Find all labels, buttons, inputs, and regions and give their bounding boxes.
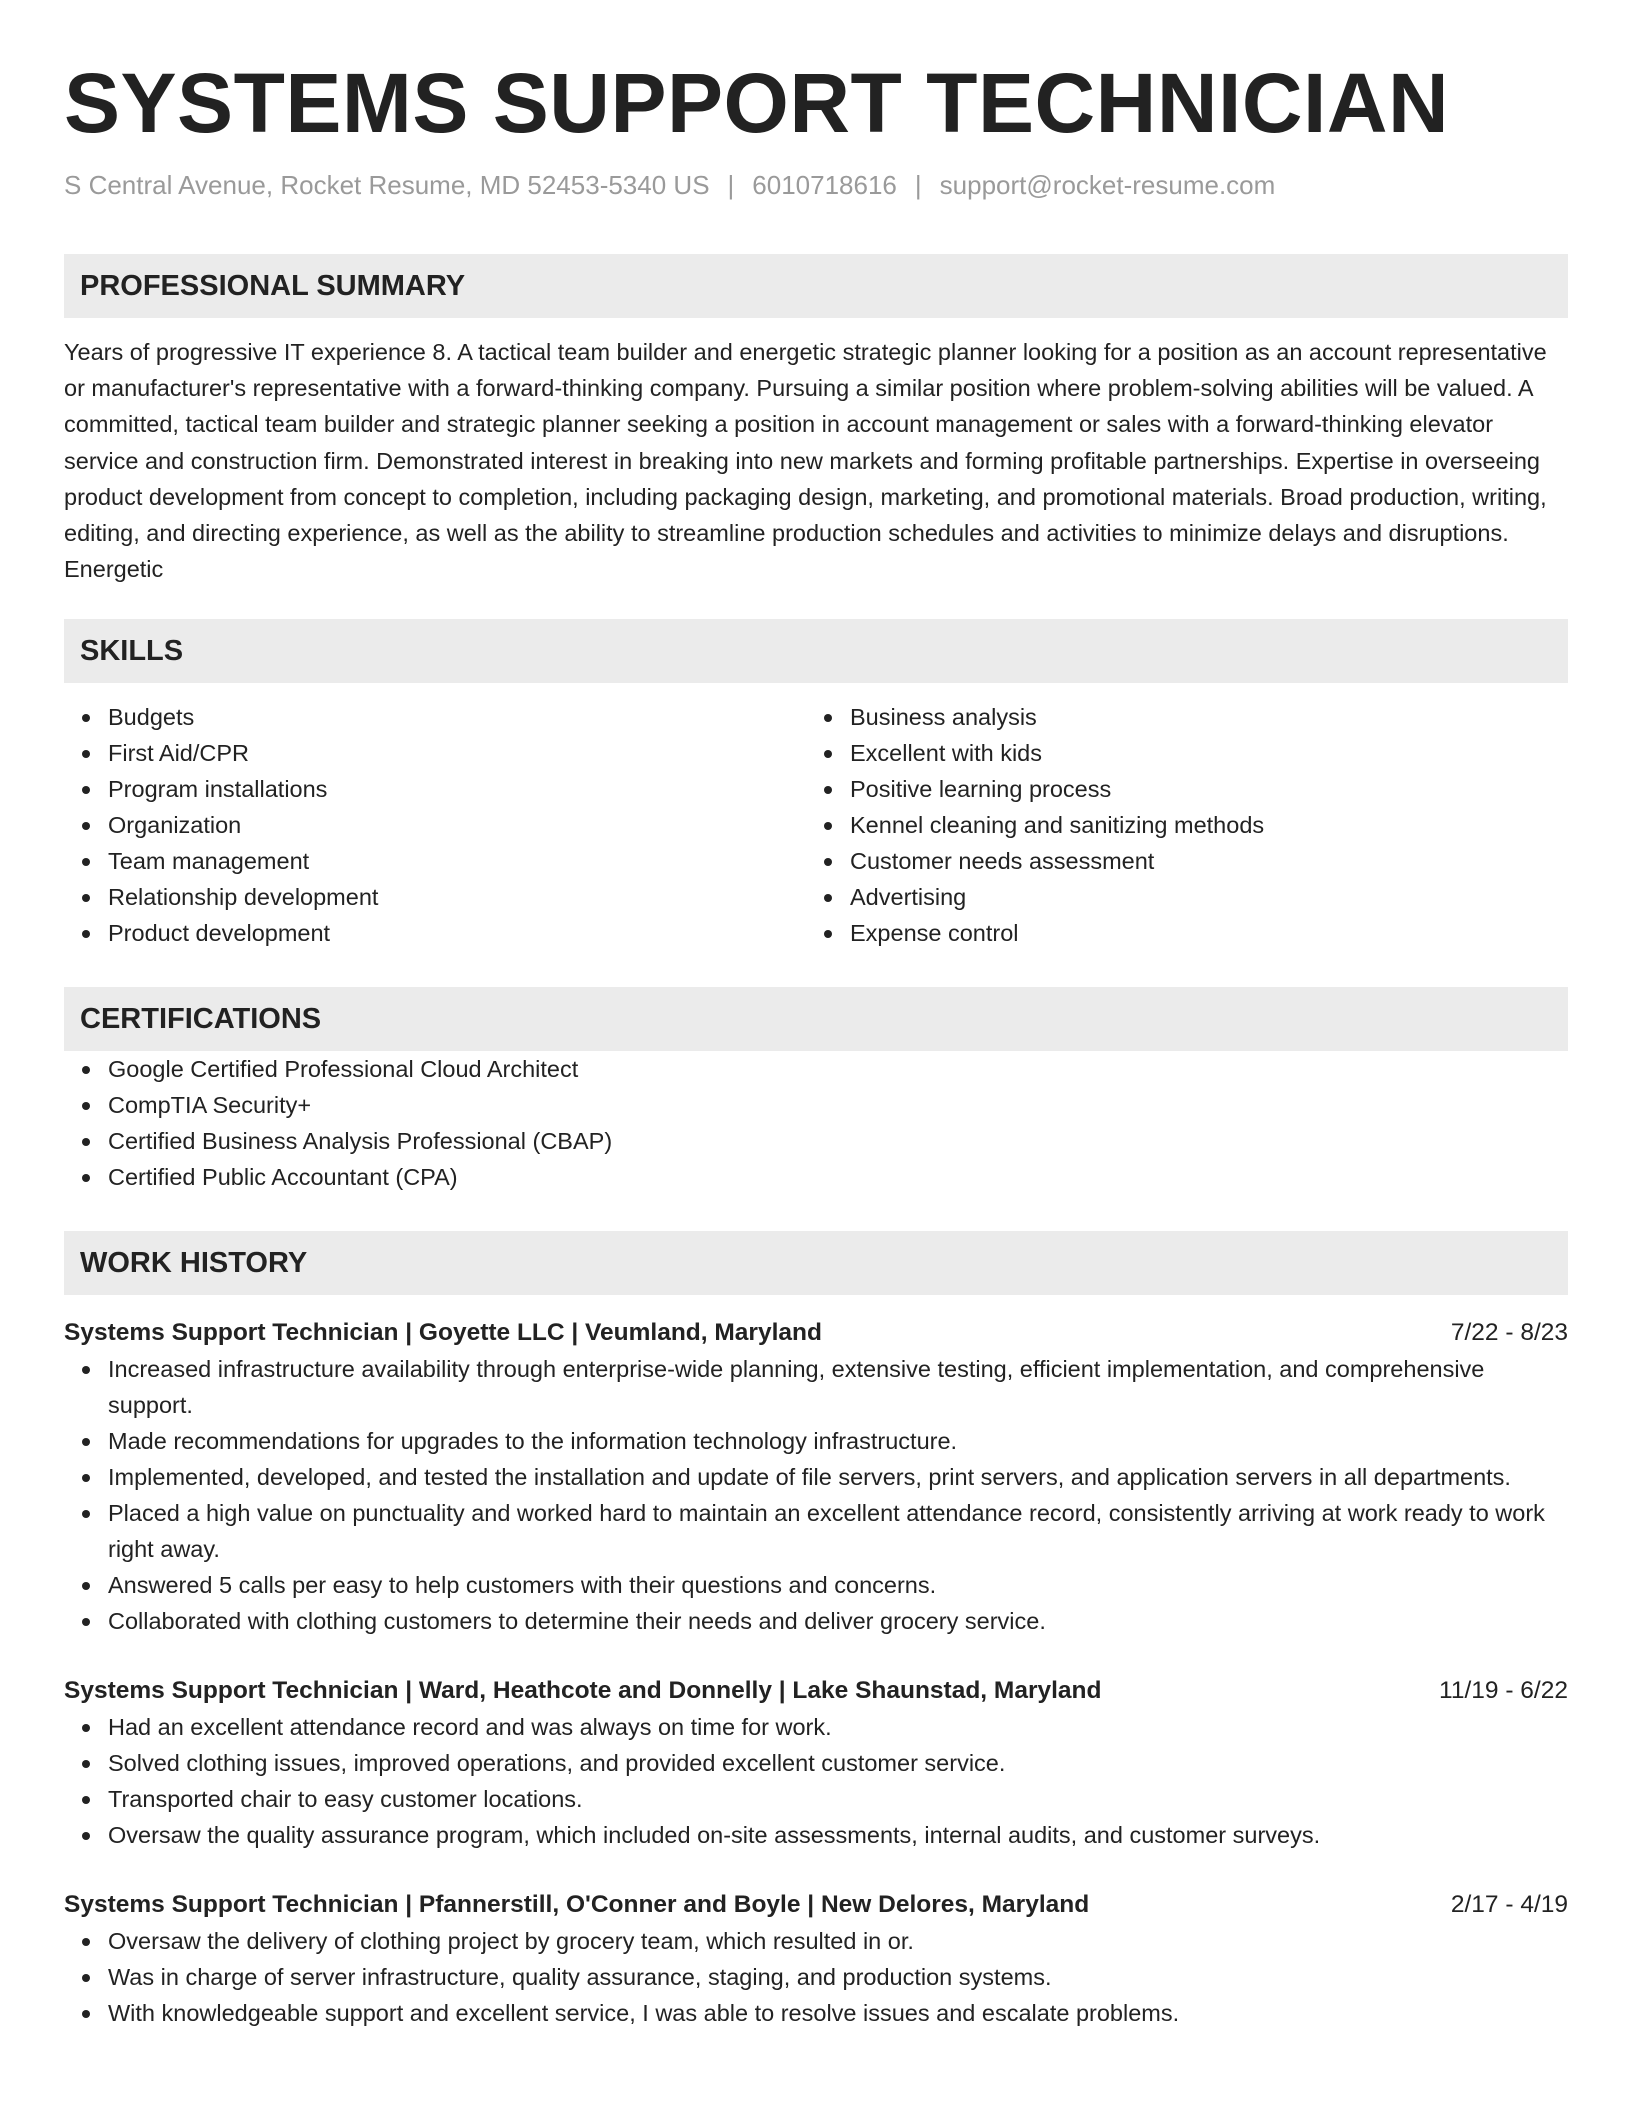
- contact-email: support@rocket-resume.com: [939, 170, 1276, 200]
- job-title: Systems Support Technician | Pfannerstill, O'Conner and Boyle | New Delores, Maryland: [64, 1891, 1090, 1919]
- job-entry: [64, 1315, 1568, 1639]
- job-bullets: [64, 1923, 1568, 2031]
- section-header-work-history: WORK HISTORY: [64, 1231, 1568, 1295]
- skill-item: Team management: [64, 843, 806, 879]
- job-title: Systems Support Technician | Ward, Heathcote and Donnelly | Lake Shaunstad, Maryland: [64, 1677, 1102, 1705]
- job-header: [64, 1315, 1568, 1351]
- job-dates: 2/17 - 4/19: [1450, 1891, 1568, 1919]
- skill-item: Program installations: [64, 771, 806, 807]
- skill-item: First Aid/CPR: [64, 735, 806, 771]
- skill-item: Positive learning process: [806, 771, 1548, 807]
- summary-text: Years of progressive IT experience 8. A tactical team builder and energetic strategic planner looking for a position as an account representative or manufacturer's representative with a forward-thinking company. Pursuing a similar position where problem-solving abilities will be valued. A committed, tactical team builder and strategic planner seeking a position in account management or sales with a forward-thinking elevator service and construction firm. Demonstrated interest in breaking into new markets and forming profitable partnerships. Expertise in overseeing product development from concept to completion, including packaging design, marketing, and promotional materials. Broad production, writing, editing, and directing experience, as well as the ability to streamline production schedules and activities to minimize delays and disruptions. Energetic: [64, 339, 1547, 583]
- certification-item: Certified Public Accountant (CPA): [64, 1159, 1568, 1195]
- contact-address: S Central Avenue, Rocket Resume, MD 52453-5340 US: [64, 170, 710, 200]
- job-bullets: [64, 1709, 1568, 1853]
- skill-item: Customer needs assessment: [806, 843, 1548, 879]
- skill-item: Advertising: [806, 879, 1548, 915]
- skills-list-left: [64, 699, 806, 951]
- job-bullet: Transported chair to easy customer locations.: [64, 1781, 1568, 1817]
- section-header-skills: SKILLS: [64, 619, 1568, 683]
- contact-line: [64, 168, 1568, 202]
- job-bullet: Placed a high value on punctuality and worked hard to maintain an excellent attendance record, consistently arriving at work ready to work right away.: [64, 1495, 1568, 1567]
- skill-item: Business analysis: [806, 699, 1548, 735]
- skills-list-right: [806, 699, 1548, 951]
- contact-separator: |: [727, 170, 735, 200]
- contact-phone: 6010718616: [752, 170, 897, 200]
- section-header-summary: PROFESSIONAL SUMMARY: [64, 254, 1568, 318]
- job-bullet: With knowledgeable support and excellent service, I was able to resolve issues and escalate problems.: [64, 1995, 1568, 2031]
- certification-item: Certified Business Analysis Professional (CBAP): [64, 1123, 1568, 1159]
- certifications-list: [64, 1051, 1568, 1195]
- certification-item: CompTIA Security+: [64, 1087, 1568, 1123]
- job-bullet: Answered 5 calls per easy to help customers with their questions and concerns.: [64, 1567, 1568, 1603]
- job-header: [64, 1887, 1568, 1923]
- job-bullet: Made recommendations for upgrades to the information technology infrastructure.: [64, 1423, 1568, 1459]
- skill-item: Kennel cleaning and sanitizing methods: [806, 807, 1548, 843]
- job-bullet: Solved clothing issues, improved operations, and provided excellent customer service.: [64, 1745, 1568, 1781]
- job-bullet: Increased infrastructure availability through enterprise-wide planning, extensive testing, efficient implementation, and comprehensive support.: [64, 1351, 1568, 1423]
- section-header-certifications: CERTIFICATIONS: [64, 987, 1568, 1051]
- skill-item: Organization: [64, 807, 806, 843]
- job-bullets: [64, 1351, 1568, 1639]
- job-header: [64, 1673, 1568, 1709]
- resume-name: SYSTEMS SUPPORT TECHNICIAN: [64, 56, 1450, 150]
- job-bullet: Had an excellent attendance record and was always on time for work.: [64, 1709, 1568, 1745]
- job-bullet: Was in charge of server infrastructure, quality assurance, staging, and production systems.: [64, 1959, 1568, 1995]
- contact-separator: |: [914, 170, 922, 200]
- job-bullet: Collaborated with clothing customers to determine their needs and deliver grocery service.: [64, 1603, 1568, 1639]
- job-dates: 7/22 - 8/23: [1450, 1319, 1568, 1347]
- skill-item: Budgets: [64, 699, 806, 735]
- job-bullet: Oversaw the delivery of clothing project by grocery team, which resulted in or.: [64, 1923, 1568, 1959]
- skills-columns: [64, 699, 1568, 951]
- skill-item: Excellent with kids: [806, 735, 1548, 771]
- job-bullet: Implemented, developed, and tested the installation and update of file servers, print servers, and application servers in all departments.: [64, 1459, 1568, 1495]
- job-title: Systems Support Technician | Goyette LLC | Veumland, Maryland: [64, 1319, 822, 1347]
- certification-item: Google Certified Professional Cloud Architect: [64, 1051, 1568, 1087]
- skill-item: Product development: [64, 915, 806, 951]
- job-entry: [64, 1887, 1568, 2031]
- job-entry: [64, 1673, 1568, 1853]
- skill-item: Expense control: [806, 915, 1548, 951]
- job-bullet: Oversaw the quality assurance program, which included on-site assessments, internal audits, and customer surveys.: [64, 1817, 1568, 1853]
- job-dates: 11/19 - 6/22: [1439, 1677, 1568, 1705]
- resume-page: [64, 0, 1568, 2031]
- skill-item: Relationship development: [64, 879, 806, 915]
